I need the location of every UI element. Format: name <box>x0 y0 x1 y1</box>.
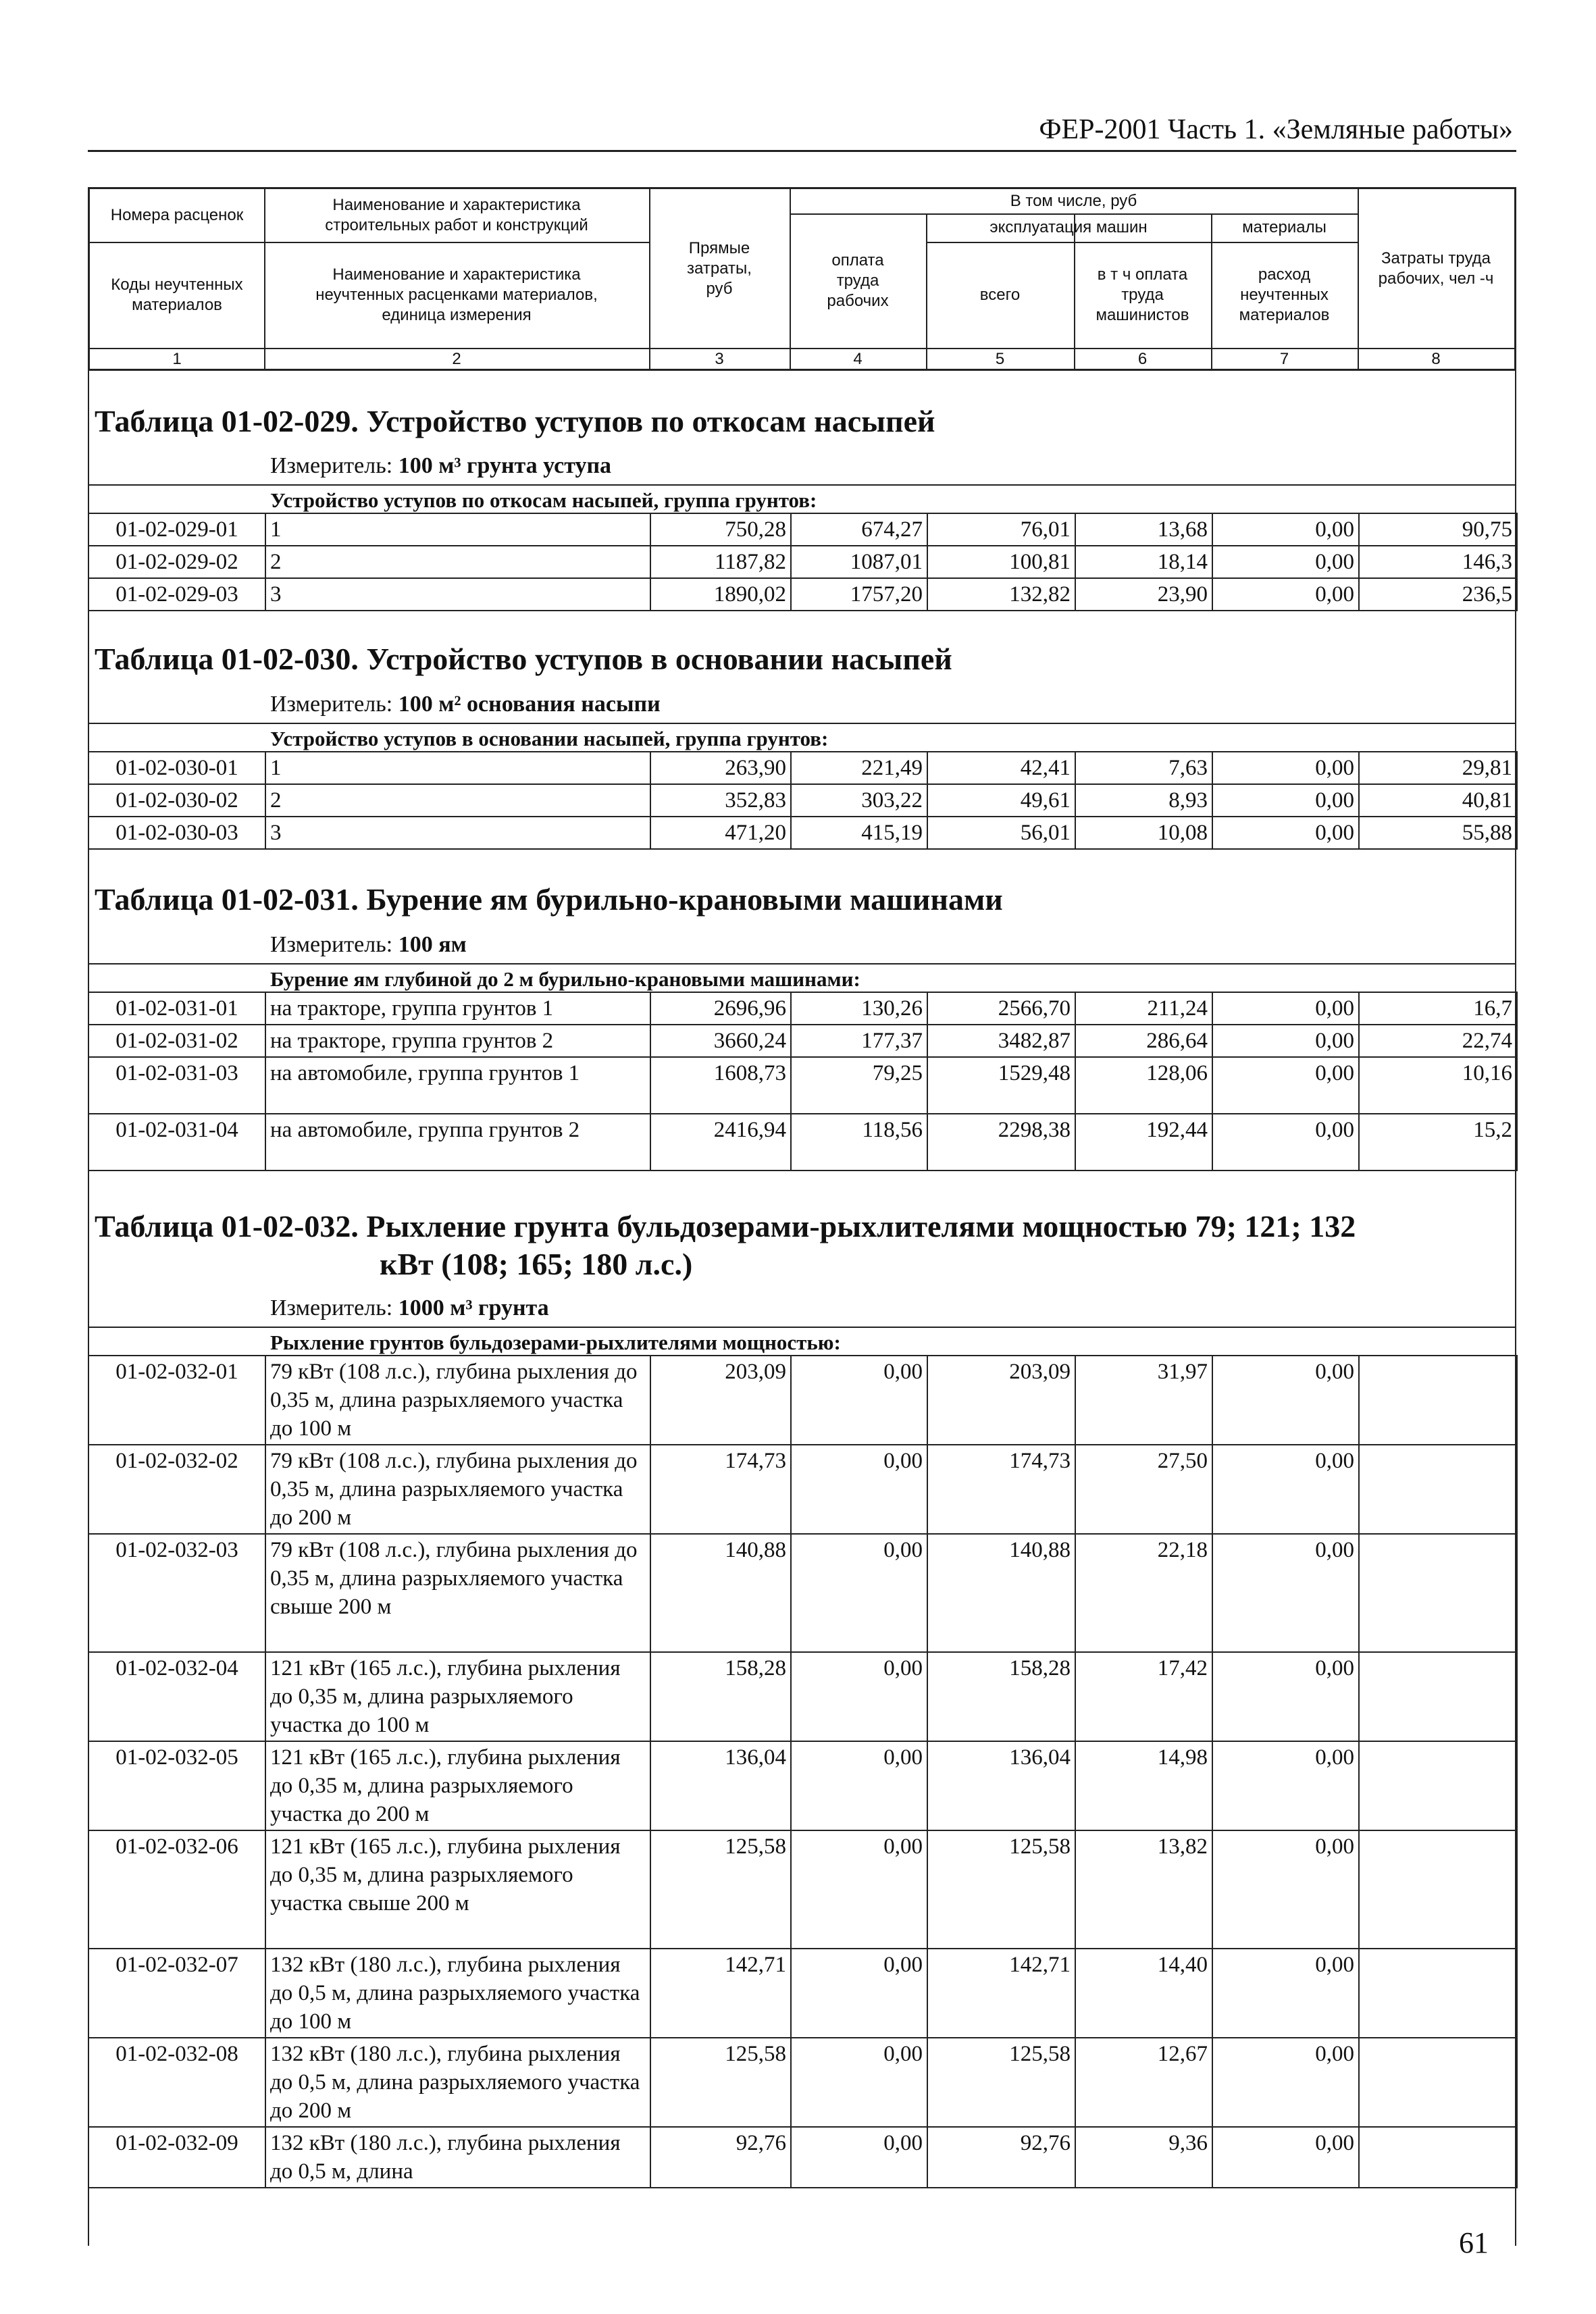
rates-table <box>88 1355 1518 2188</box>
cell-direct: 140,88 <box>650 1534 791 1652</box>
cell-machines: 42,41 <box>927 752 1075 784</box>
col-number: 7 <box>1279 349 1289 368</box>
cell-hours: 15,2 <box>1359 1114 1517 1171</box>
cell-operators: 14,98 <box>1075 1741 1212 1830</box>
table-row <box>88 546 1517 578</box>
col8: Затраты труда рабочих, чел -ч <box>1378 249 1494 288</box>
col-number: 4 <box>853 349 863 368</box>
cell-name: 132 кВт (180 л.с.), глубина рыхления до 0,5 м, длина разрыхляемого участка до 100 м <box>265 1949 650 2038</box>
cell-labor: 303,22 <box>791 784 927 817</box>
col-number: 1 <box>172 349 182 368</box>
unit-value: 100 м² основания насыпи <box>398 692 661 717</box>
table-row <box>88 2127 1517 2188</box>
cell-code: 01-02-030-01 <box>88 752 265 784</box>
cell-code: 01-02-032-02 <box>88 1445 265 1534</box>
cell-direct: 125,58 <box>650 2038 791 2127</box>
row-divider <box>88 723 1516 724</box>
cell-materials: 0,00 <box>1212 513 1359 546</box>
col5: всего <box>979 285 1021 304</box>
cell-code: 01-02-032-08 <box>88 2038 265 2127</box>
table-row <box>88 1741 1517 1830</box>
cell-direct: 471,20 <box>650 817 791 849</box>
cell-code: 01-02-032-07 <box>88 1949 265 2038</box>
rates-table <box>88 992 1518 1171</box>
cell-operators: 18,14 <box>1075 546 1212 578</box>
cell-labor: 0,00 <box>791 1741 927 1830</box>
section-subtitle: Рыхление грунтов бульдозерами-рыхлителями мощностью: <box>270 1331 841 1354</box>
cell-code: 01-02-032-04 <box>88 1652 265 1741</box>
table-row <box>88 752 1517 784</box>
cell-direct: 1890,02 <box>650 578 791 611</box>
cell-operators: 27,50 <box>1075 1445 1212 1534</box>
cell-code: 01-02-031-01 <box>88 992 265 1025</box>
cell-hours <box>1359 2127 1517 2188</box>
cell-labor: 1757,20 <box>791 578 927 611</box>
cell-direct: 352,83 <box>650 784 791 817</box>
cell-code: 01-02-031-03 <box>88 1057 265 1114</box>
cell-direct: 142,71 <box>650 1949 791 2038</box>
col-divider <box>790 348 791 369</box>
cell-machines: 76,01 <box>927 513 1075 546</box>
col-number: 3 <box>715 349 724 368</box>
unit-value: 100 ям <box>398 932 467 957</box>
cell-code: 01-02-030-02 <box>88 784 265 817</box>
cell-machines: 100,81 <box>927 546 1075 578</box>
cell-labor: 0,00 <box>791 1356 927 1445</box>
table-row <box>88 817 1517 849</box>
cell-hours <box>1359 2038 1517 2127</box>
cell-name: 79 кВт (108 л.с.), глубина рыхления до 0,35 м, длина разрыхляемого участка до 100 м <box>265 1356 650 1445</box>
cell-labor: 1087,01 <box>791 546 927 578</box>
cell-name: на автомобиле, группа грунтов 2 <box>265 1114 650 1171</box>
cell-labor: 221,49 <box>791 752 927 784</box>
rates-table <box>88 751 1518 850</box>
cell-labor: 130,26 <box>791 992 927 1025</box>
materials-header: материалы <box>1242 218 1327 236</box>
cell-name: на тракторе, группа грунтов 2 <box>265 1025 650 1057</box>
cell-direct: 92,76 <box>650 2127 791 2188</box>
cell-materials: 0,00 <box>1212 578 1359 611</box>
cell-operators: 286,64 <box>1075 1025 1212 1057</box>
cell-materials: 0,00 <box>1212 992 1359 1025</box>
cell-materials: 0,00 <box>1212 1652 1359 1741</box>
cell-direct: 750,28 <box>650 513 791 546</box>
cell-materials: 0,00 <box>1212 1445 1359 1534</box>
cell-materials: 0,00 <box>1212 1356 1359 1445</box>
row-divider <box>88 1327 1516 1328</box>
cell-machines: 158,28 <box>927 1652 1075 1741</box>
cell-name: 121 кВт (165 л.с.), глубина рыхления до 0,35 м, длина разрыхляемого участка свыше 200 м <box>265 1830 650 1949</box>
cell-hours: 146,3 <box>1359 546 1517 578</box>
cell-labor: 0,00 <box>791 1949 927 2038</box>
table-row <box>88 578 1517 611</box>
cell-name: 121 кВт (165 л.с.), глубина рыхления до 0,35 м, длина разрыхляемого участка до 100 м <box>265 1652 650 1741</box>
cell-materials: 0,00 <box>1212 1741 1359 1830</box>
cell-labor: 0,00 <box>791 2038 927 2127</box>
section-title: Таблица 01-02-031. Бурение ям бурильно-крановыми машинами <box>95 882 1003 917</box>
cell-labor: 79,25 <box>791 1057 927 1114</box>
cell-code: 01-02-032-03 <box>88 1534 265 1652</box>
col-divider <box>1074 348 1075 369</box>
cell-operators: 192,44 <box>1075 1114 1212 1171</box>
cell-operators: 211,24 <box>1075 992 1212 1025</box>
table-row <box>88 784 1517 817</box>
col2-top: Наименование и характеристика строительных работ и конструкций <box>325 196 588 234</box>
cell-materials: 0,00 <box>1212 784 1359 817</box>
col7: расход неучтенных материалов <box>1239 265 1330 324</box>
cell-code: 01-02-032-05 <box>88 1741 265 1830</box>
col-number: 6 <box>1137 349 1148 368</box>
cell-materials: 0,00 <box>1212 1949 1359 2038</box>
cell-labor: 674,27 <box>791 513 927 546</box>
table-row <box>88 1830 1517 1949</box>
cell-machines: 140,88 <box>927 1534 1075 1652</box>
cell-operators: 23,90 <box>1075 578 1212 611</box>
cell-hours <box>1359 1534 1517 1652</box>
cell-labor: 0,00 <box>791 1534 927 1652</box>
cell-hours: 22,74 <box>1359 1025 1517 1057</box>
column-header <box>88 187 1516 371</box>
cell-name: на тракторе, группа грунтов 1 <box>265 992 650 1025</box>
cell-direct: 3660,24 <box>650 1025 791 1057</box>
row-divider <box>88 963 1516 965</box>
cell-name: на автомобиле, группа грунтов 1 <box>265 1057 650 1114</box>
section-unit <box>270 453 611 479</box>
table-row <box>88 1534 1517 1652</box>
cell-hours: 236,5 <box>1359 578 1517 611</box>
cell-operators: 9,36 <box>1075 2127 1212 2188</box>
cell-labor: 0,00 <box>791 1445 927 1534</box>
col1-top: Номера расценок <box>110 206 244 224</box>
col-divider <box>926 348 927 369</box>
cell-code: 01-02-032-09 <box>88 2127 265 2188</box>
cell-code: 01-02-029-02 <box>88 546 265 578</box>
section-subtitle: Бурение ям глубиной до 2 м бурильно-крановыми машинами: <box>270 967 860 991</box>
table-row <box>88 1356 1517 1445</box>
section-subtitle: Устройство уступов в основании насыпей, группа грунтов: <box>270 727 829 750</box>
group-header: В том числе, руб <box>1010 192 1137 210</box>
cell-name: 121 кВт (165 л.с.), глубина рыхления до 0,35 м, длина разрыхляемого участка до 200 м <box>265 1741 650 1830</box>
cell-operators: 17,42 <box>1075 1652 1212 1741</box>
cell-direct: 1187,82 <box>650 546 791 578</box>
table-row <box>88 1949 1517 2038</box>
unit-label: Измеритель: <box>270 932 393 957</box>
cell-direct: 2416,94 <box>650 1114 791 1171</box>
cell-materials: 0,00 <box>1212 817 1359 849</box>
table-row <box>88 513 1517 546</box>
col-divider <box>1358 348 1359 369</box>
table-row <box>88 1652 1517 1741</box>
cell-code: 01-02-029-01 <box>88 513 265 546</box>
cell-materials: 0,00 <box>1212 1114 1359 1171</box>
cell-labor: 415,19 <box>791 817 927 849</box>
cell-materials: 0,00 <box>1212 752 1359 784</box>
unit-label: Измеритель: <box>270 1295 393 1320</box>
section-01-02-030 <box>88 607 1516 877</box>
cell-operators: 128,06 <box>1075 1057 1212 1114</box>
table-row <box>88 1057 1517 1114</box>
cell-hours <box>1359 1652 1517 1741</box>
cell-code: 01-02-031-04 <box>88 1114 265 1171</box>
table-row <box>88 1025 1517 1057</box>
cell-operators: 13,82 <box>1075 1830 1212 1949</box>
table-row <box>88 1114 1517 1171</box>
cell-name: 3 <box>265 817 650 849</box>
section-subtitle: Устройство уступов по откосам насыпей, группа грунтов: <box>270 488 817 512</box>
cell-operators: 8,93 <box>1075 784 1212 817</box>
page-number: 61 <box>1459 2226 1489 2259</box>
section-title-line2: кВт (108; 165; 180 л.с.) <box>380 1247 693 1281</box>
cell-labor: 0,00 <box>791 2127 927 2188</box>
cell-machines: 203,09 <box>927 1356 1075 1445</box>
cell-labor: 177,37 <box>791 1025 927 1057</box>
cell-labor: 118,56 <box>791 1114 927 1171</box>
cell-direct: 125,58 <box>650 1830 791 1949</box>
cell-machines: 2298,38 <box>927 1114 1075 1171</box>
cell-hours <box>1359 1741 1517 1830</box>
cell-materials: 0,00 <box>1212 1057 1359 1114</box>
machines-header: эксплуатация машин <box>989 218 1148 236</box>
cell-operators: 12,67 <box>1075 2038 1212 2127</box>
cell-machines: 3482,87 <box>927 1025 1075 1057</box>
cell-materials: 0,00 <box>1212 1534 1359 1652</box>
table-row <box>88 2038 1517 2127</box>
col-number: 8 <box>1431 349 1441 368</box>
cell-machines: 2566,70 <box>927 992 1075 1025</box>
unit-value: 100 м³ грунта уступа <box>398 453 612 478</box>
cell-hours: 10,16 <box>1359 1057 1517 1114</box>
cell-hours: 55,88 <box>1359 817 1517 849</box>
cell-hours <box>1359 1949 1517 2038</box>
cell-materials: 0,00 <box>1212 2038 1359 2127</box>
header-rule <box>88 150 1516 152</box>
cell-hours <box>1359 1445 1517 1534</box>
cell-name: 2 <box>265 784 650 817</box>
cell-operators: 13,68 <box>1075 513 1212 546</box>
cell-name: 1 <box>265 752 650 784</box>
cell-name: 2 <box>265 546 650 578</box>
cell-operators: 10,08 <box>1075 817 1212 849</box>
cell-machines: 136,04 <box>927 1741 1075 1830</box>
col1-bottom: Коды неучтенных материалов <box>111 275 243 314</box>
unit-label: Измеритель: <box>270 453 393 478</box>
cell-machines: 174,73 <box>927 1445 1075 1534</box>
cell-operators: 7,63 <box>1075 752 1212 784</box>
cell-hours <box>1359 1356 1517 1445</box>
cell-name: 1 <box>265 513 650 546</box>
cell-labor: 0,00 <box>791 1652 927 1741</box>
section-unit <box>270 932 467 958</box>
cell-direct: 136,04 <box>650 1741 791 1830</box>
cell-code: 01-02-032-06 <box>88 1830 265 1949</box>
section-01-02-032 <box>88 1172 1516 2246</box>
cell-direct: 2696,96 <box>650 992 791 1025</box>
cell-direct: 263,90 <box>650 752 791 784</box>
page-header: ФЕР-2001 Часть 1. «Земляные работы» <box>1039 114 1513 145</box>
cell-machines: 56,01 <box>927 817 1075 849</box>
cell-machines: 132,82 <box>927 578 1075 611</box>
col-divider <box>649 348 650 369</box>
cell-direct: 158,28 <box>650 1652 791 1741</box>
col4: оплата труда рабочих <box>827 251 889 310</box>
cell-hours: 90,75 <box>1359 513 1517 546</box>
col-divider <box>1211 348 1212 369</box>
cell-name: 132 кВт (180 л.с.), глубина рыхления до 0,5 м, длина <box>265 2127 650 2188</box>
cell-direct: 174,73 <box>650 1445 791 1534</box>
section-unit <box>270 692 661 717</box>
cell-code: 01-02-032-01 <box>88 1356 265 1445</box>
cell-operators: 31,97 <box>1075 1356 1212 1445</box>
cell-code: 01-02-031-02 <box>88 1025 265 1057</box>
cell-hours: 16,7 <box>1359 992 1517 1025</box>
cell-materials: 0,00 <box>1212 546 1359 578</box>
cell-code: 01-02-029-03 <box>88 578 265 611</box>
cell-machines: 49,61 <box>927 784 1075 817</box>
cell-name: 3 <box>265 578 650 611</box>
cell-machines: 92,76 <box>927 2127 1075 2188</box>
row-divider <box>88 484 1516 486</box>
cell-code: 01-02-030-03 <box>88 817 265 849</box>
col6: в т ч оплата труда машинистов <box>1096 265 1189 324</box>
section-01-02-031 <box>88 848 1516 1185</box>
unit-value: 1000 м³ грунта <box>398 1295 549 1320</box>
cell-materials: 0,00 <box>1212 1025 1359 1057</box>
cell-name: 79 кВт (108 л.с.), глубина рыхления до 0,35 м, длина разрыхляемого участка свыше 200 м <box>265 1534 650 1652</box>
cell-direct: 203,09 <box>650 1356 791 1445</box>
cell-hours: 40,81 <box>1359 784 1517 817</box>
rates-table <box>88 513 1518 611</box>
cell-name: 79 кВт (108 л.с.), глубина рыхления до 0,35 м, длина разрыхляемого участка до 200 м <box>265 1445 650 1534</box>
table-row <box>88 1445 1517 1534</box>
cell-direct: 1608,73 <box>650 1057 791 1114</box>
cell-labor: 0,00 <box>791 1830 927 1949</box>
section-unit <box>270 1295 549 1321</box>
section-title: Таблица 01-02-030. Устройство уступов в основании насыпей <box>95 642 952 676</box>
section-01-02-029 <box>88 371 1516 607</box>
cell-operators: 14,40 <box>1075 1949 1212 2038</box>
cell-machines: 125,58 <box>927 2038 1075 2127</box>
col-number: 2 <box>452 349 461 368</box>
col3: Прямые затраты, руб <box>687 238 752 298</box>
col-divider <box>264 348 265 369</box>
cell-machines: 1529,48 <box>927 1057 1075 1114</box>
table-row <box>88 992 1517 1025</box>
cell-materials: 0,00 <box>1212 1830 1359 1949</box>
cell-hours <box>1359 1830 1517 1949</box>
col2-bottom: Наименование и характеристика неучтенных расценками материалов, единица измерения <box>315 265 598 324</box>
cell-name: 132 кВт (180 л.с.), глубина рыхления до 0,5 м, длина разрыхляемого участка до 200 м <box>265 2038 650 2127</box>
cell-materials: 0,00 <box>1212 2127 1359 2188</box>
cell-machines: 125,58 <box>927 1830 1075 1949</box>
section-title: Таблица 01-02-032. Рыхление грунта бульдозерами-рыхлителями мощностью 79; 121; 132 <box>95 1209 1356 1243</box>
cell-operators: 22,18 <box>1075 1534 1212 1652</box>
cell-machines: 142,71 <box>927 1949 1075 2038</box>
section-title: Таблица 01-02-029. Устройство уступов по откосам насыпей <box>95 404 935 438</box>
cell-hours: 29,81 <box>1359 752 1517 784</box>
unit-label: Измеритель: <box>270 692 393 717</box>
col-number: 5 <box>995 349 1005 368</box>
